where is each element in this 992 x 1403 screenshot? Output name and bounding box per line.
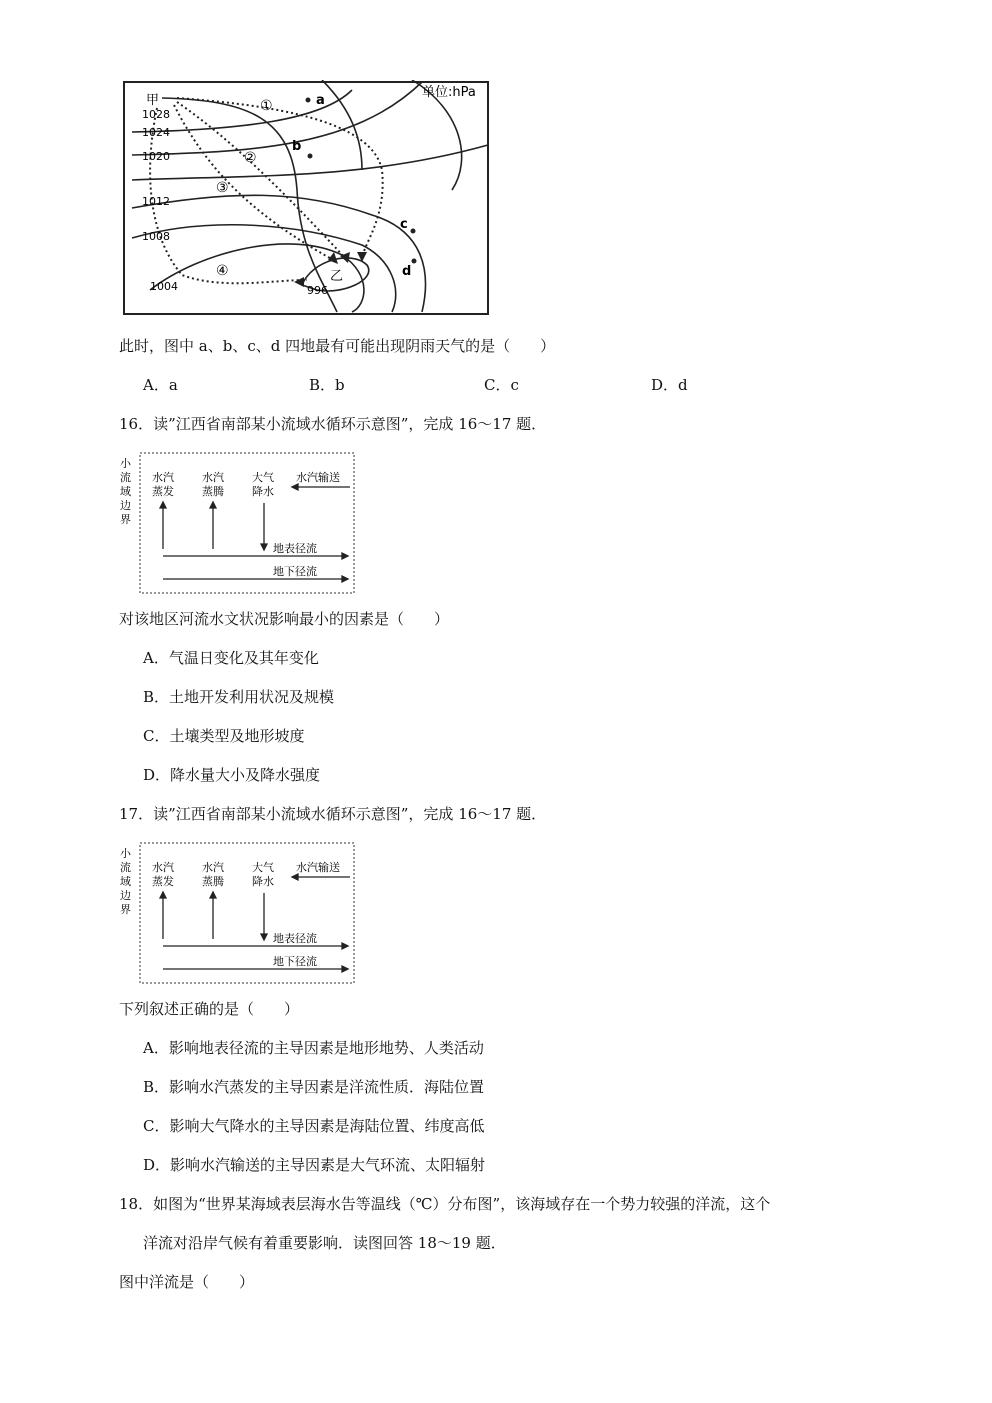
- q16-heading: 16．读”江西省南部某小流域水循环示意图”，完成 16～17 题．: [119, 415, 547, 433]
- unit-label: 单位:hPa: [422, 85, 476, 100]
- transpiration-label: 水汽: [202, 471, 224, 484]
- precipitation-label: 降水: [252, 485, 274, 498]
- route-label: ④: [216, 263, 229, 279]
- point-label: b: [292, 139, 302, 154]
- place-jia-label: 甲: [146, 93, 160, 108]
- water-cycle-figure-2: [118, 839, 358, 987]
- boundary-label: 小: [120, 457, 131, 470]
- route-label: ③: [216, 180, 229, 196]
- transport-label: 水汽输送: [296, 861, 340, 874]
- evaporation-label: 水汽: [152, 861, 174, 874]
- q17-stem: 下列叙述正确的是（ ）: [119, 1000, 300, 1018]
- q17-heading: 17．读”江西省南部某小流域水循环示意图”，完成 16～17 题．: [119, 805, 547, 823]
- isobar-label: 1024: [142, 126, 170, 139]
- q17-option-c: C．影响大气降水的主导因素是海陆位置、纬度高低: [143, 1117, 485, 1135]
- transpiration-label: 蒸腾: [202, 875, 224, 888]
- q17-option-d: D．影响水汽输送的主导因素是大气环流、太阳辐射: [143, 1156, 486, 1174]
- boundary-label: 界: [120, 513, 131, 526]
- boundary-label: 界: [120, 903, 131, 916]
- evaporation-label: 蒸发: [152, 875, 174, 888]
- q15-option-b: B．b: [309, 376, 345, 394]
- q16-option-d: D．降水量大小及降水强度: [143, 766, 321, 784]
- surface-runoff-label: 地表径流: [273, 932, 317, 945]
- boundary-label: 域: [120, 485, 131, 498]
- transpiration-label: 蒸腾: [202, 485, 224, 498]
- precipitation-label: 大气: [252, 861, 274, 874]
- surface-runoff-label: 地表径流: [273, 542, 317, 555]
- q15-option-c: C．c: [484, 376, 519, 394]
- point-label: c: [400, 217, 408, 232]
- q18-stem: 图中洋流是（ ）: [119, 1273, 255, 1291]
- boundary-label: 边: [120, 889, 131, 902]
- underground-runoff-label: 地下径流: [273, 565, 317, 578]
- boundary-label: 流: [120, 861, 131, 874]
- q16-option-c: C．土壤类型及地形坡度: [143, 727, 305, 745]
- boundary-label: 流: [120, 471, 131, 484]
- water-cycle-figure: [118, 449, 358, 597]
- transpiration-label: 水汽: [202, 861, 224, 874]
- q16-option-b: B．土地开发利用状况及规模: [143, 688, 335, 706]
- route-label: ②: [244, 150, 257, 166]
- isobar-label: 1004: [150, 280, 178, 293]
- evaporation-label: 水汽: [152, 471, 174, 484]
- q15-stem: 此时，图中 a、b、c、d 四地最有可能出现阴雨天气的是（ ）: [119, 337, 556, 355]
- q16-stem: 对该地区河流水文状况影响最小的因素是（ ）: [119, 610, 450, 628]
- q15-option-d: D．d: [651, 376, 688, 394]
- boundary-label: 小: [120, 847, 131, 860]
- q17-option-a: A．影响地表径流的主导因素是地形地势、人类活动: [143, 1039, 484, 1057]
- boundary-label: 边: [120, 499, 131, 512]
- q18-heading-line2: 洋流对沿岸气候有着重要影响．读图回答 18～19 题．: [143, 1234, 506, 1252]
- isobar-label: 1012: [142, 195, 170, 208]
- boundary-label: 域: [120, 875, 131, 888]
- isobar-label: 996: [307, 284, 328, 297]
- isobar-map-figure: [122, 80, 490, 316]
- isobar-label: 1020: [142, 150, 170, 163]
- place-yi-label: 乙: [330, 269, 344, 284]
- point-label: a: [316, 93, 325, 108]
- evaporation-label: 蒸发: [152, 485, 174, 498]
- precipitation-label: 大气: [252, 471, 274, 484]
- underground-runoff-label: 地下径流: [273, 955, 317, 968]
- q16-option-a: A．气温日变化及其年变化: [143, 649, 319, 667]
- route-label: ①: [260, 98, 273, 114]
- isobar-label: 1008: [142, 230, 170, 243]
- precipitation-label: 降水: [252, 875, 274, 888]
- q15-option-a: A．a: [143, 376, 178, 394]
- q18-heading-line1: 18．如图为“世界某海域表层海水告等温线（℃）分布图”，该海域存在一个势力较强的洋流，这个: [119, 1195, 771, 1213]
- q17-option-b: B．影响水汽蒸发的主导因素是洋流性质．海陆位置: [143, 1078, 485, 1096]
- transport-label: 水汽输送: [296, 471, 340, 484]
- point-label: d: [402, 264, 412, 279]
- isobar-label: 1028: [142, 108, 170, 121]
